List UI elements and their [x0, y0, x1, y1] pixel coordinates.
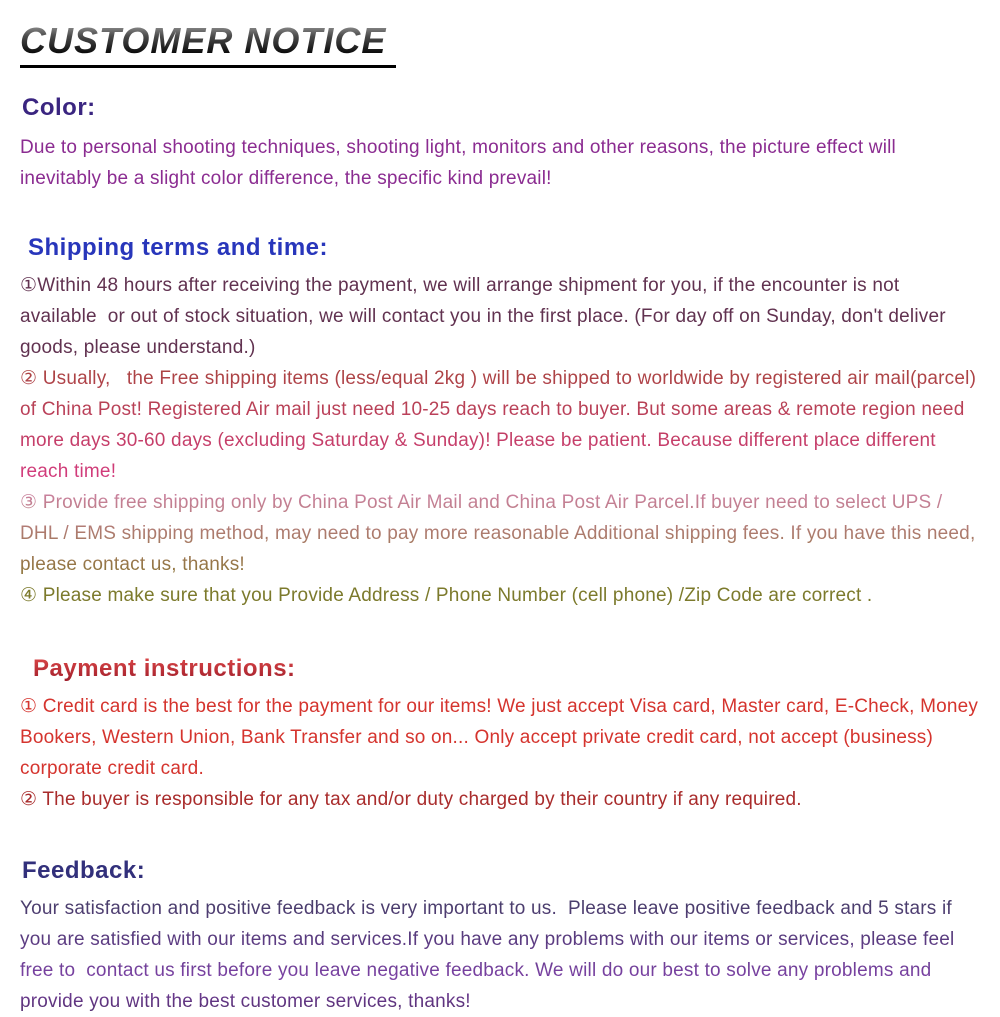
section-color-heading: Color: — [22, 94, 96, 121]
section-shipping-heading: Shipping terms and time: — [28, 234, 329, 261]
section-feedback-heading: Feedback: — [22, 857, 146, 884]
page-title: CUSTOMER NOTICE — [20, 20, 396, 68]
section-feedback — [20, 857, 980, 1017]
shipping-item-3: ③ Provide free shipping only by China Post Air Mail and China Post Air Parcel.If buyer need to select UPS / DHL / EMS shipping method, may need to pay more reasonable Additional shipping fees. If you have this need, please contact us, thanks! — [20, 487, 980, 580]
section-shipping — [20, 234, 980, 611]
section-payment — [20, 655, 984, 815]
color-paragraph: Due to personal shooting techniques, shooting light, monitors and other reasons, the picture effect will inevitably be a slight color difference, the specific kind prevail! — [20, 137, 902, 189]
shipping-item-2: ② Usually, the Free shipping items (less/equal 2kg ) will be shipped to worldwide by registered air mail(parcel) of China Post! Registered Air mail just need 10-25 days reach to buyer. But some areas & remote region need more days 30-60 days (excluding Saturday & Sunday)! Please be patient. Because different place different reach time! — [20, 363, 980, 487]
shipping-item-1: ①Within 48 hours after receiving the payment, we will arrange shipment for you, if the encounter is not available or out of stock situation, we will contact you in the first place. (For day off on Sunday, don't deliver goods, please understand.) — [20, 275, 952, 358]
payment-item-1: ① Credit card is the best for the payment for our items! We just accept Visa card, Master card, E-Check, Money Bookers, Western Union, Bank Transfer and so on... Only accept private credit card, not accept (business) corporate credit card. — [20, 696, 984, 779]
payment-item-2: ② The buyer is responsible for any tax and/or duty charged by their country if any required. — [20, 789, 802, 810]
shipping-item-4: ④ Please make sure that you Provide Address / Phone Number (cell phone) /Zip Code are correct . — [20, 585, 873, 606]
section-color — [20, 94, 980, 194]
section-payment-heading: Payment instructions: — [33, 655, 980, 683]
feedback-paragraph: Your satisfaction and positive feedback is very important to us. Please leave positive feedback and 5 stars if you are satisfied with our items and services.If you have any problems with our items or services, please feel free to contact us first before you leave negative feedback. We will do our best to solve any problems and provide you with the best customer services, thanks! — [20, 893, 980, 1017]
